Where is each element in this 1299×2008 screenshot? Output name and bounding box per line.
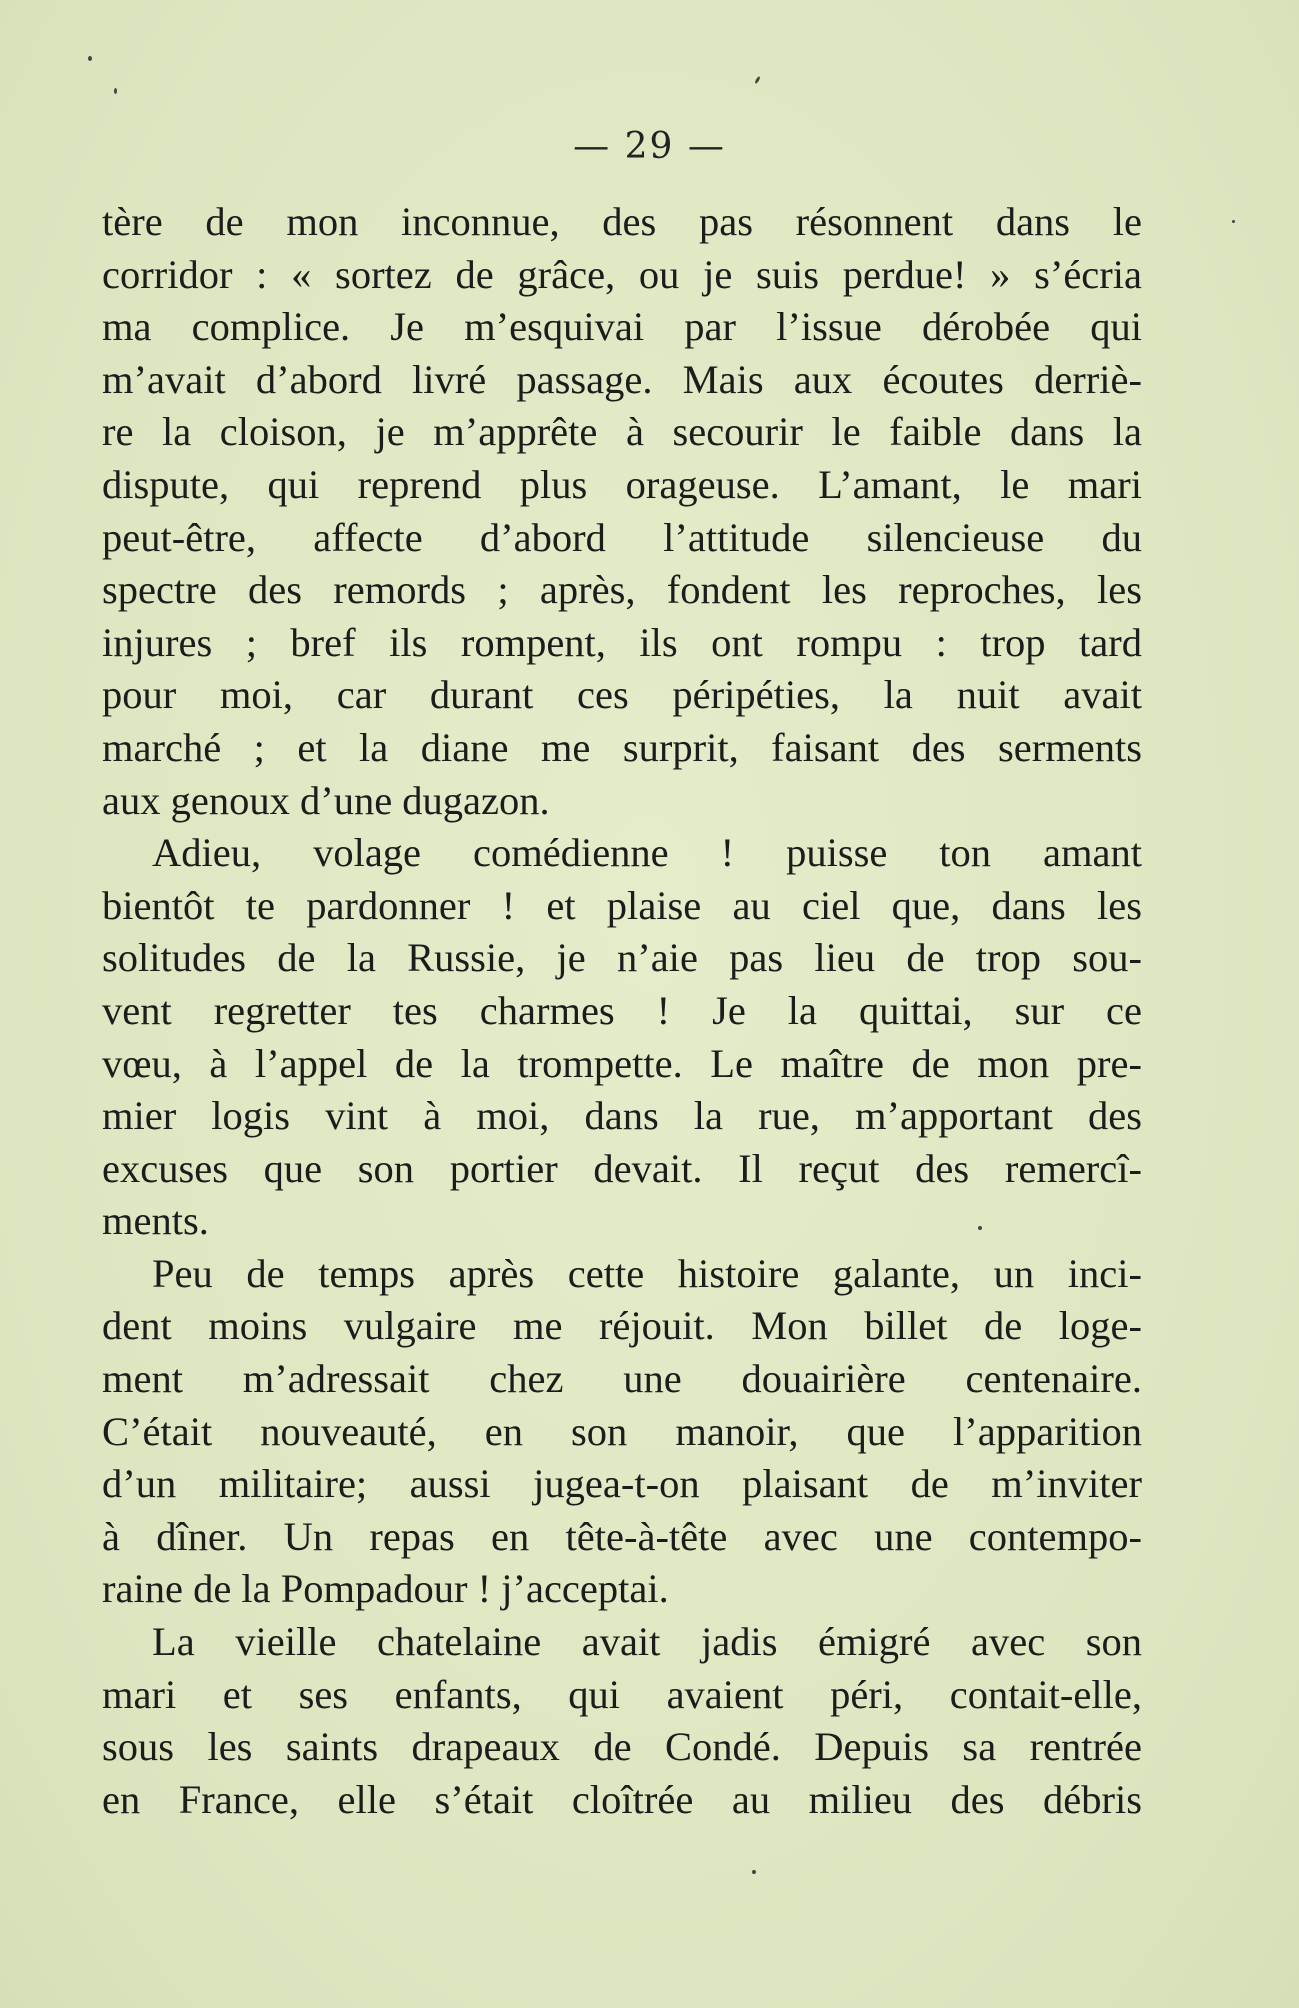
scan-speck	[754, 76, 761, 84]
paragraph-3	[102, 1248, 1142, 1616]
text-line: spectre des remords ; après, fondent les reproches, les	[102, 567, 1142, 613]
text-line: mari et ses enfants, qui avaient péri, contait-elle,	[102, 1671, 1142, 1717]
scan-speck	[114, 88, 117, 94]
paragraph-1	[102, 196, 1142, 827]
text-line: ma complice. Je m’esquivai par l’issue dérobée qui	[102, 304, 1142, 350]
text-line: re la cloison, je m’apprête à secourir le faible dans la	[102, 409, 1142, 455]
text-line: solitudes de la Russie, je n’aie pas lieu de trop sou-	[102, 935, 1142, 981]
scan-speck	[1232, 220, 1235, 223]
body-text	[102, 196, 1142, 1826]
text-line: La vieille chatelaine avait jadis émigré avec son	[152, 1619, 1142, 1665]
text-line: m’avait d’abord livré passage. Mais aux écoutes derriè-	[102, 356, 1142, 402]
text-line: corridor : « sortez de grâce, ou je suis perdue! » s’écria	[102, 251, 1142, 297]
paragraph-2	[102, 827, 1142, 1248]
text-line: aux genoux d’une dugazon.	[102, 777, 550, 823]
text-line: Peu de temps après cette histoire galante, un inci-	[152, 1250, 1142, 1296]
text-line: ments.	[102, 1198, 209, 1244]
page-number: — 29 —	[573, 126, 726, 167]
scan-speck	[752, 1870, 756, 1874]
text-line: à dîner. Un repas en tête-à-tête avec une contempo-	[102, 1513, 1142, 1559]
text-line: ment m’adressait chez une douairière centenaire.	[102, 1356, 1142, 1402]
text-line: tère de mon inconnue, des pas résonnent dans le	[102, 199, 1142, 244]
text-line: marché ; et la diane me surprit, faisant des serments	[102, 724, 1142, 770]
text-line: mier logis vint à moi, dans la rue, m’apportant des	[102, 1093, 1142, 1139]
text-line: Adieu, volage comédienne ! puisse ton amant	[152, 830, 1142, 876]
text-line: vent regretter tes charmes ! Je la quittai, sur ce	[102, 987, 1142, 1033]
text-line: dent moins vulgaire me réjouit. Mon billet de loge-	[102, 1303, 1142, 1349]
text-line: raine de la Pompadour ! j’acceptai.	[102, 1566, 669, 1612]
scan-speck	[978, 1226, 982, 1230]
text-line: peut-être, affecte d’abord l’attitude silencieuse du	[102, 514, 1142, 560]
text-line: vœu, à l’appel de la trompette. Le maître de mon pre-	[102, 1040, 1142, 1086]
text-line: injures ; bref ils rompent, ils ont rompu : trop tard	[102, 619, 1142, 665]
text-line: pour moi, car durant ces péripéties, la nuit avait	[102, 672, 1142, 718]
scan-speck	[88, 56, 92, 61]
text-line: d’un militaire; aussi jugea-t-on plaisant de m’inviter	[102, 1461, 1142, 1507]
text-line: excuses que son portier devait. Il reçut des remercî-	[102, 1145, 1142, 1191]
text-line: en France, elle s’était cloîtrée au milieu des débris	[102, 1776, 1142, 1822]
text-line: sous les saints drapeaux de Condé. Depuis sa rentrée	[102, 1724, 1142, 1770]
text-line: C’était nouveauté, en son manoir, que l’apparition	[102, 1408, 1142, 1454]
text-line: dispute, qui reprend plus orageuse. L’amant, le mari	[102, 461, 1142, 507]
paragraph-4	[102, 1616, 1142, 1826]
text-line: bientôt te pardonner ! et plaise au ciel que, dans les	[102, 882, 1142, 928]
